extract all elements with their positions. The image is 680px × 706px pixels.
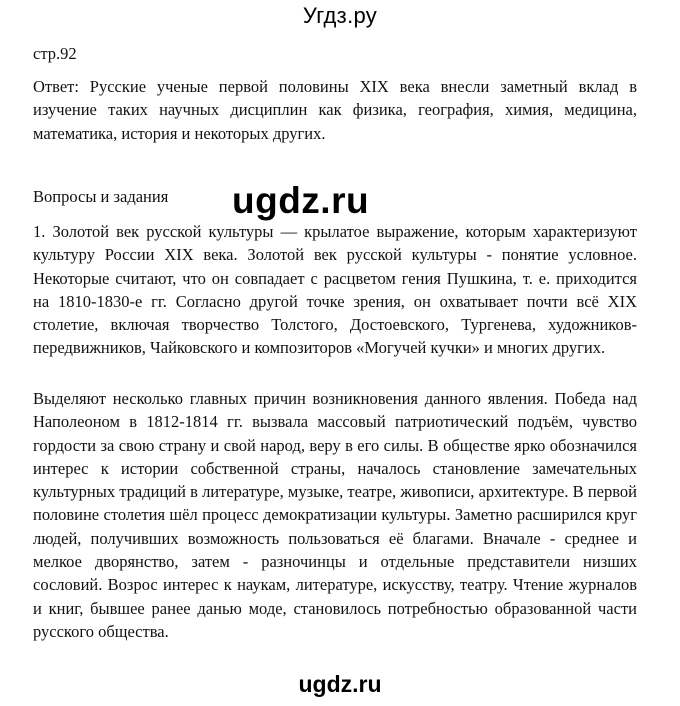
- site-header-title: Угдз.ру: [302, 3, 378, 28]
- watermark-middle: ugdz.ru: [232, 180, 370, 221]
- body-paragraph-1: 1. Золотой век русской культуры — крылатое выражение, которым характеризуют культуру России XIX века. Золотой век русской культуры - понятие условное. Некоторые считают, что он совпадает с расцветом гения Пушкина, т. е. приходится на 1810-1830-е гг. Согласно другой точке зрения, он охватывает почти всё XIX столетие, включая творчество Толстого, Достоевского, Тургенева, художников-передвижников, Чайковского и композиторов «Могучей кучки» и многих других.: [33, 222, 637, 358]
- watermark-bottom: ugdz.ru: [298, 671, 382, 697]
- page-number: стр.92: [33, 44, 77, 63]
- body-paragraph-2: Выделяют несколько главных причин возникновения данного явления. Победа над Наполеоном в 1812-1814 гг. вызвала массовый патриотический подъём, чувство гордости за свою страну и свой народ, веру в его силы. В обществе ярко обозначился интерес к истории собственной страны, началось становление замечательных культурных традиций в литературе, музыке, театре, живописи, архитектуре. В первой половине столетия шёл процесс демократизации культуры. Заметно расширился круг людей, получивших возможность пользоваться её благами. Вначале - среднее и мелкое дворянство, затем - разночинцы и отдельные представители низших сословий. Возрос интерес к наукам, литературе, искусству, театру. Чтение журналов и книг, бывшее ранее данью моде, становилось потребностью образованной части русского общества.: [33, 389, 637, 641]
- answer-paragraph: Ответ: Русские ученые первой половины XIX века внесли заметный вклад в изучение таких научных дисциплин как физика, география, химия, медицина, математика, история и некоторых других.: [33, 77, 637, 143]
- section-title: Вопросы и задания: [33, 187, 169, 206]
